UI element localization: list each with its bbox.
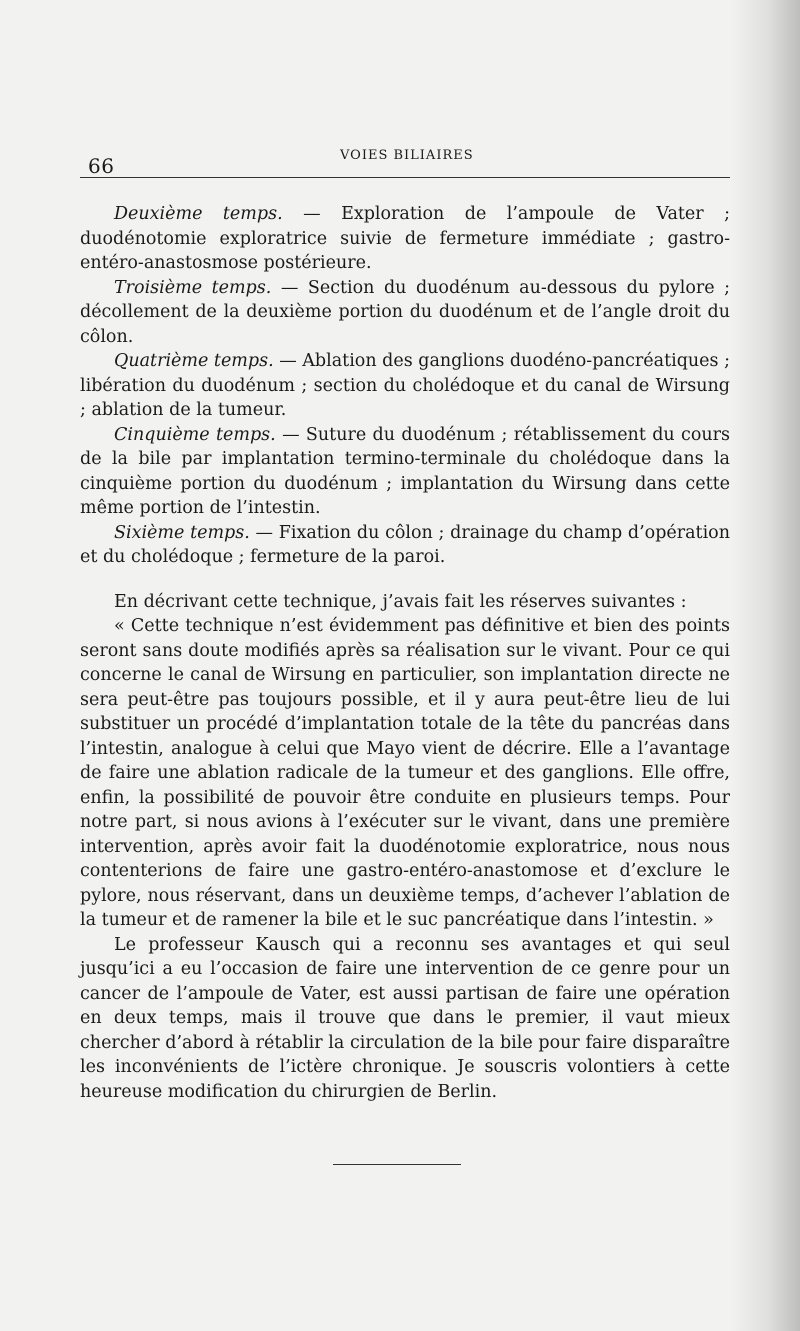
step-paragraph: [80, 202, 730, 276]
step-text: — Suture du duodénum ; rétablissement du cours de la bile par implantation termino-terminale du cholédoque dans la cinquième portion du duodénum ; implantation du Wirsung dans cette même portion de l’intestin.: [80, 424, 730, 518]
step-paragraph: [80, 276, 730, 350]
quote-paragraph: « Cette technique n’est évidemment pas définitive et bien des points seront sans doute modifiés après sa réalisation sur le vivant. Pour ce qui concerne le canal de Wirsung en particulier, son implantation directe ne sera peut-être pas toujours possible, et il y aura peut-être lieu de lui substituer un procédé d’implantation totale de la tête du pancréas dans l’intestin, analogue à celui que Mayo vient de décrire. Elle a l’avantage de faire une ablation radicale de la tumeur et des ganglions. Elle offre, enfin, la possibilité de pouvoir être conduite en plusieurs temps. Pour notre part, si nous avions à l’exécuter sur le vivant, dans une première intervention, après avoir fait la duodénotomie exploratrice, nous nous contenterions de faire une gastro-entéro-anastomose et d’exclure le pylore, nous réservant, dans un deuxième temps, d’achever l’ablation de la tumeur et de ramener la bile et le suc pancréatique dans l’intestin. »: [80, 616, 730, 930]
step-text: — Ablation des ganglions duodéno-pancréatiques ; libération du duodénum ; section du cholédoque et du canal de Wirsung ; ablation de la tumeur.: [80, 351, 730, 420]
page-edge-shadow: [730, 0, 800, 1331]
closing-rule: [333, 1164, 461, 1165]
step-paragraph: [80, 423, 730, 521]
paragraph-gap: [80, 570, 730, 590]
book-page: [80, 140, 730, 1165]
page-number: 66: [88, 154, 115, 178]
step-label: Quatrième temps.: [114, 351, 274, 371]
kausch-paragraph: Le professeur Kausch qui a reconnu ses avantages et qui seul jusqu’ici a eu l’occasion de faire une intervention de ce genre pour un cancer de l’ampoule de Vater, est aussi partisan de faire une opération en deux temps, mais il trouve que dans le premier, il vaut mieux chercher d’abord à rétablir la circulation de la bile pour faire disparaître les inconvénients de l’ictère chronique. Je souscris volontiers à cette heureuse modification du chirurgien de Berlin.: [80, 934, 730, 1102]
step-label: Troisième temps.: [114, 277, 272, 298]
step-text: — Exploration de l’ampoule de Vater ; duodénotomie exploratrice suivie de fermeture immédiate ; gastro-entéro-anastosmose postérieure.: [80, 204, 730, 273]
step-paragraph: [80, 521, 730, 570]
step-text: — Section du duodénum au-dessous du pylore ; décollement de la deuxième portion du duodénum et de l’angle droit du côlon.: [80, 277, 730, 347]
step-label: Cinquième temps.: [114, 424, 276, 445]
body-text: [80, 202, 730, 1104]
header-rule: [80, 177, 730, 178]
running-title: VOIES BILIAIRES: [340, 148, 474, 163]
step-label: Sixième temps.: [114, 522, 250, 543]
step-label: Deuxième temps.: [114, 204, 283, 224]
step-paragraph: [80, 349, 730, 423]
step-text: — Fixation du côlon ; drainage du champ d’opération et du cholédoque ; fermeture de la paroi.: [80, 522, 730, 567]
intro-paragraph: En décrivant cette technique, j’avais fait les réserves suivantes :: [114, 591, 687, 612]
running-head: [80, 140, 730, 178]
